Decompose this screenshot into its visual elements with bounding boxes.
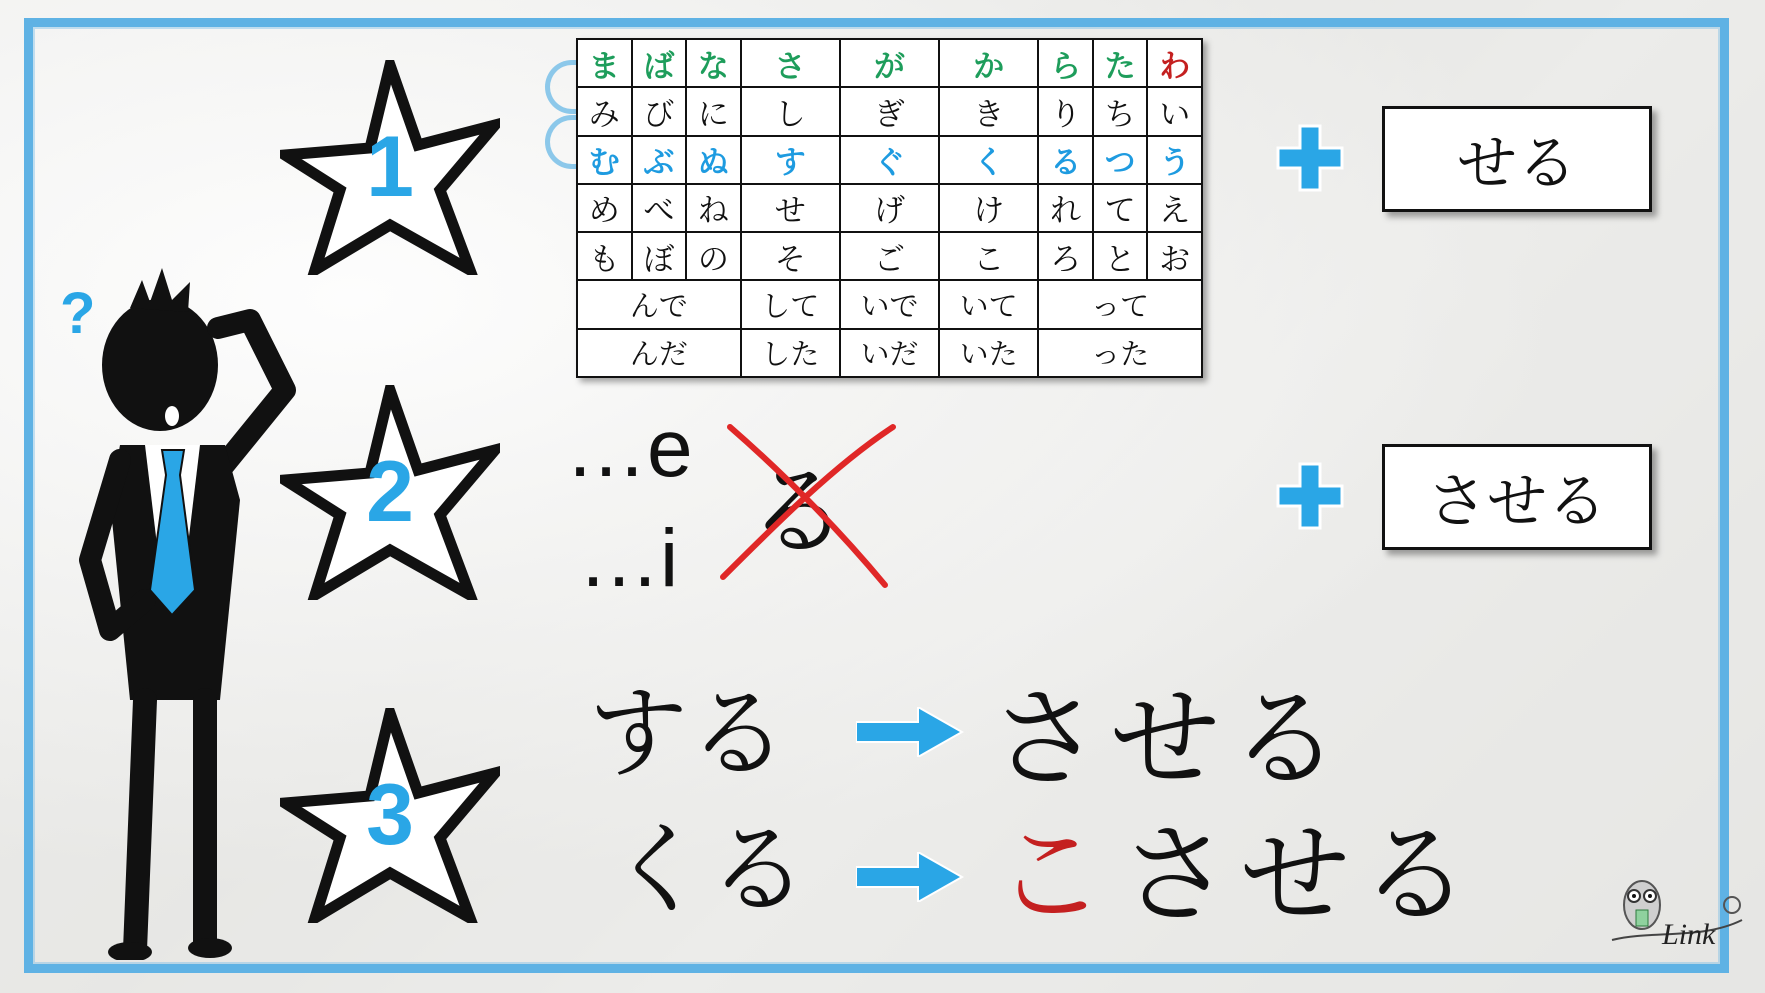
te-cell: いて	[939, 280, 1038, 328]
te-cell: して	[741, 280, 840, 328]
kana-cell: ご	[840, 232, 939, 280]
kana-cell: く	[939, 136, 1038, 184]
kana-cell: い	[1147, 87, 1202, 135]
kana-cell: し	[741, 87, 840, 135]
kana-cell: け	[939, 184, 1038, 232]
thinking-man-illustration	[50, 260, 310, 960]
kana-cell: む	[577, 136, 632, 184]
kana-cell: び	[632, 87, 687, 135]
rule-3-kuru-result: させる	[1120, 811, 1480, 939]
kana-cell: が	[840, 39, 939, 87]
kana-cell: わ	[1147, 39, 1202, 87]
te-cell: んで	[577, 280, 741, 328]
rule-2-suffix-box: させる	[1382, 444, 1652, 550]
rule-3-suru: する	[588, 675, 788, 792]
kana-cell: べ	[632, 184, 687, 232]
kana-cell: る	[1038, 136, 1093, 184]
kana-cell: つ	[1093, 136, 1148, 184]
kana-cell: ろ	[1038, 232, 1093, 280]
kana-row	[577, 232, 1202, 280]
step-3-star	[280, 708, 500, 923]
kana-cell: れ	[1038, 184, 1093, 232]
step-2-number: 2	[366, 444, 414, 540]
cross-out-mark	[715, 415, 900, 590]
kana-cell: ぐ	[840, 136, 939, 184]
kana-row	[577, 39, 1202, 87]
kana-cell: ぼ	[632, 232, 687, 280]
step-1-number: 1	[366, 119, 414, 215]
kana-cell: お	[1147, 232, 1202, 280]
kana-cell: と	[1093, 232, 1148, 280]
kana-cell: そ	[741, 232, 840, 280]
kana-cell: た	[1093, 39, 1148, 87]
step-3-number: 3	[366, 767, 414, 863]
te-cell: いで	[840, 280, 939, 328]
kana-conjugation-table	[576, 38, 1203, 378]
kana-cell: え	[1147, 184, 1202, 232]
plus-icon	[1272, 458, 1348, 534]
rule-2-crossed-ru: る	[748, 453, 848, 570]
ta-cell: んだ	[577, 329, 741, 377]
kana-row	[577, 184, 1202, 232]
plus-icon	[1272, 120, 1348, 196]
kana-cell: げ	[840, 184, 939, 232]
kana-cell: の	[686, 232, 741, 280]
kana-cell: ね	[686, 184, 741, 232]
kana-cell: り	[1038, 87, 1093, 135]
rule-2-i-ending: …i	[578, 513, 679, 604]
kana-cell: ら	[1038, 39, 1093, 87]
rule-3-kuru-prefix: こ	[995, 811, 1105, 939]
ta-cell: した	[741, 329, 840, 377]
rule-3-suru-result: させる	[990, 675, 1350, 803]
step-1-star	[280, 60, 500, 275]
kana-cell: ま	[577, 39, 632, 87]
kana-row	[577, 87, 1202, 135]
ta-form-row	[577, 329, 1202, 377]
kana-cell: ぎ	[840, 87, 939, 135]
kana-cell: ぶ	[632, 136, 687, 184]
kana-cell: に	[686, 87, 741, 135]
kana-cell: さ	[741, 39, 840, 87]
ta-cell: った	[1038, 329, 1202, 377]
rule-2-e-ending: …e	[565, 403, 693, 494]
question-mark: ?	[60, 281, 96, 346]
kana-cell: ち	[1093, 87, 1148, 135]
kana-cell: せ	[741, 184, 840, 232]
rule-1-suffix-box: せる	[1382, 106, 1652, 212]
step-2-star	[280, 385, 500, 600]
arrow-right-icon	[856, 852, 966, 902]
kana-cell: き	[939, 87, 1038, 135]
kana-cell: こ	[939, 232, 1038, 280]
kana-cell: め	[577, 184, 632, 232]
ta-cell: いだ	[840, 329, 939, 377]
te-cell: って	[1038, 280, 1202, 328]
kana-cell: な	[686, 39, 741, 87]
kana-cell: ば	[632, 39, 687, 87]
ta-cell: いた	[939, 329, 1038, 377]
te-form-row	[577, 280, 1202, 328]
kana-cell: す	[741, 136, 840, 184]
kana-cell: う	[1147, 136, 1202, 184]
kana-cell: か	[939, 39, 1038, 87]
arrow-right-icon	[856, 707, 966, 757]
rule-3-kuru: くる	[608, 811, 808, 928]
kana-cell: も	[577, 232, 632, 280]
kana-row	[577, 136, 1202, 184]
kana-cell: て	[1093, 184, 1148, 232]
kana-cell: み	[577, 87, 632, 135]
kana-cell: ぬ	[686, 136, 741, 184]
logo-text: Link	[1662, 918, 1716, 951]
